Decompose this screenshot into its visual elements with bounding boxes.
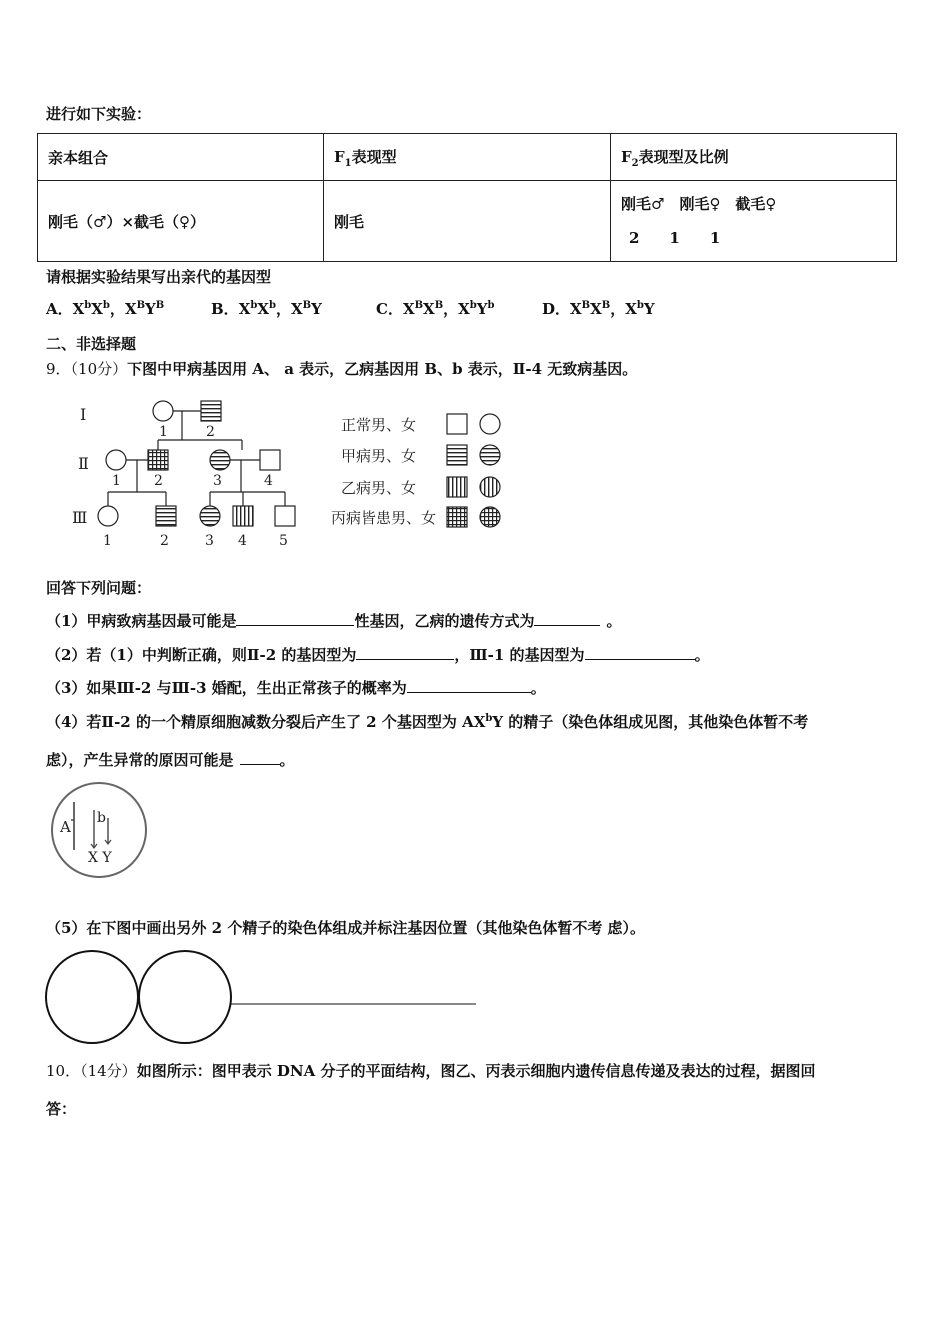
number-II-2: 2	[154, 473, 163, 489]
option-a[interactable]: A．$X^bX^b$，$X^BY^B$	[46, 300, 165, 318]
legend-label-disease-b: 乙病男、女	[340, 479, 416, 497]
gene-label-a: A	[60, 818, 71, 836]
answer-cells	[44, 948, 480, 1046]
pedigree-legend	[447, 414, 500, 527]
experiment-table	[37, 133, 897, 262]
cell-parent-cross: 刚毛（♂）×截毛（♀）	[38, 181, 324, 262]
number-I-1: 1	[159, 424, 168, 440]
individual-III-1	[98, 506, 118, 526]
header-parent-cross: 亲本组合	[38, 134, 324, 181]
generation-label-I: Ⅰ	[80, 405, 87, 424]
table-header-row	[38, 134, 897, 181]
number-II-3: 3	[213, 473, 222, 489]
blank-4[interactable]	[240, 750, 280, 765]
empty-cell-1[interactable]	[46, 951, 138, 1043]
individual-III-3	[200, 506, 220, 526]
header-f1: $F_1$表现型	[324, 134, 611, 181]
f2-ratio: 2 1 1	[629, 229, 721, 247]
answer-intro: 回答下列问题：	[46, 579, 152, 597]
section-title: 二、非选择题	[46, 335, 137, 353]
header-f2: $F_2$表现型及比例	[611, 134, 897, 181]
sub-question-3: （3）如果Ⅲ-2 与Ⅲ-3 婚配，生出正常孩子的概率为 。	[46, 679, 546, 697]
q10-score: （14分）	[80, 1062, 137, 1080]
number-III-2: 2	[160, 533, 169, 549]
cell-f2	[611, 181, 897, 262]
individual-III-4	[233, 506, 253, 526]
legend-male-both	[447, 507, 467, 527]
individual-I-1	[153, 401, 173, 421]
legend-female-both	[480, 507, 500, 527]
number-II-4: 4	[264, 473, 273, 489]
q10-text: 如图所示：图甲表示 DNA 分子的平面结构，图乙、丙表示细胞内遗传信息传递及表达的过程，据图回	[136, 1062, 816, 1080]
generation-label-III: Ⅲ	[72, 508, 88, 527]
individual-III-2	[156, 506, 176, 526]
individual-II-2	[148, 450, 168, 470]
individual-II-3	[210, 450, 230, 470]
number-I-2: 2	[206, 424, 215, 440]
sub-question-1: （1）甲病致病基因最可能是 性基因，乙病的遗传方式为 。	[46, 612, 622, 630]
individual-I-2	[201, 401, 221, 421]
empty-cell-2[interactable]	[139, 951, 231, 1043]
option-c[interactable]: C．$X^BX^B$，$X^bY^b$	[376, 300, 495, 318]
legend-male-disease-b	[447, 477, 467, 497]
pedigree-lines	[108, 411, 285, 506]
blank-1a[interactable]	[236, 611, 354, 626]
blank-2a[interactable]	[356, 645, 454, 660]
q10-stem	[46, 1060, 816, 1081]
number-III-5: 5	[279, 533, 288, 549]
generation-label-II: Ⅱ	[78, 454, 89, 473]
intro-text: 进行如下实验：	[46, 105, 152, 123]
individual-II-1	[106, 450, 126, 470]
sub-question-4: （4）若Ⅱ-2 的一个精原细胞减数分裂后产生了 2 个基因型为 $AX^bY$ 的精子（染色体组成见图，其他染色体暂不考	[46, 713, 809, 731]
number-III-3: 3	[205, 533, 214, 549]
legend-male-normal	[447, 414, 467, 434]
option-b[interactable]: B．$X^bX^b$，$X^BY$	[211, 300, 322, 318]
blank-1b[interactable]	[534, 611, 600, 626]
q9-score: （10分）	[70, 360, 128, 378]
legend-female-disease-b	[480, 477, 500, 497]
number-II-1: 1	[112, 473, 121, 489]
individual-II-4	[260, 450, 280, 470]
q9-number: 9．	[46, 360, 71, 378]
chromosome-label-xy: X Y	[88, 850, 112, 866]
q10-text-cont: 答：	[46, 1100, 77, 1118]
legend-female-disease-a	[480, 445, 500, 465]
legend-label-both: 丙病皆患男、女	[330, 509, 436, 527]
pedigree-diagram	[60, 392, 510, 552]
number-III-4: 4	[238, 533, 247, 549]
sub-question-5: （5）在下图中画出另外 2 个精子的染色体组成并标注基因位置（其他染色体暂不考 虑）。	[46, 919, 646, 937]
legend-label-disease-a: 甲病男、女	[340, 447, 416, 465]
question-text: 请根据实验结果写出亲代的基因型	[46, 268, 272, 286]
legend-female-normal	[480, 414, 500, 434]
q9-text: 下图中甲病基因用 A、 a 表示，乙病基因用 B、b 表示，Ⅱ-4 无致病基因。	[127, 360, 638, 378]
cell-f1: 刚毛	[324, 181, 611, 262]
individual-III-5	[275, 506, 295, 526]
pedigree-individuals	[98, 401, 295, 526]
sperm-cell-diagram	[46, 780, 152, 884]
q9-stem	[46, 358, 637, 379]
f2-phenotypes: 刚毛♂ 刚毛♀ 截毛♀	[621, 195, 777, 213]
sub-question-2: （2）若（1）中判断正确，则Ⅱ-2 的基因型为 ，Ⅲ-1 的基因型为 。	[46, 646, 710, 664]
blank-2b[interactable]	[585, 645, 695, 660]
table-row	[38, 181, 897, 262]
option-d[interactable]: D．$X^BX^B$，$X^bY$	[542, 300, 655, 318]
number-III-1: 1	[103, 533, 112, 549]
q10-number: 10．	[46, 1062, 81, 1080]
legend-label-normal: 正常男、女	[340, 416, 416, 434]
legend-male-disease-a	[447, 445, 467, 465]
gene-label-b: b	[97, 810, 106, 826]
blank-3[interactable]	[407, 678, 531, 693]
sub-question-4-cont: 虑），产生异常的原因可能是 。	[46, 751, 295, 769]
